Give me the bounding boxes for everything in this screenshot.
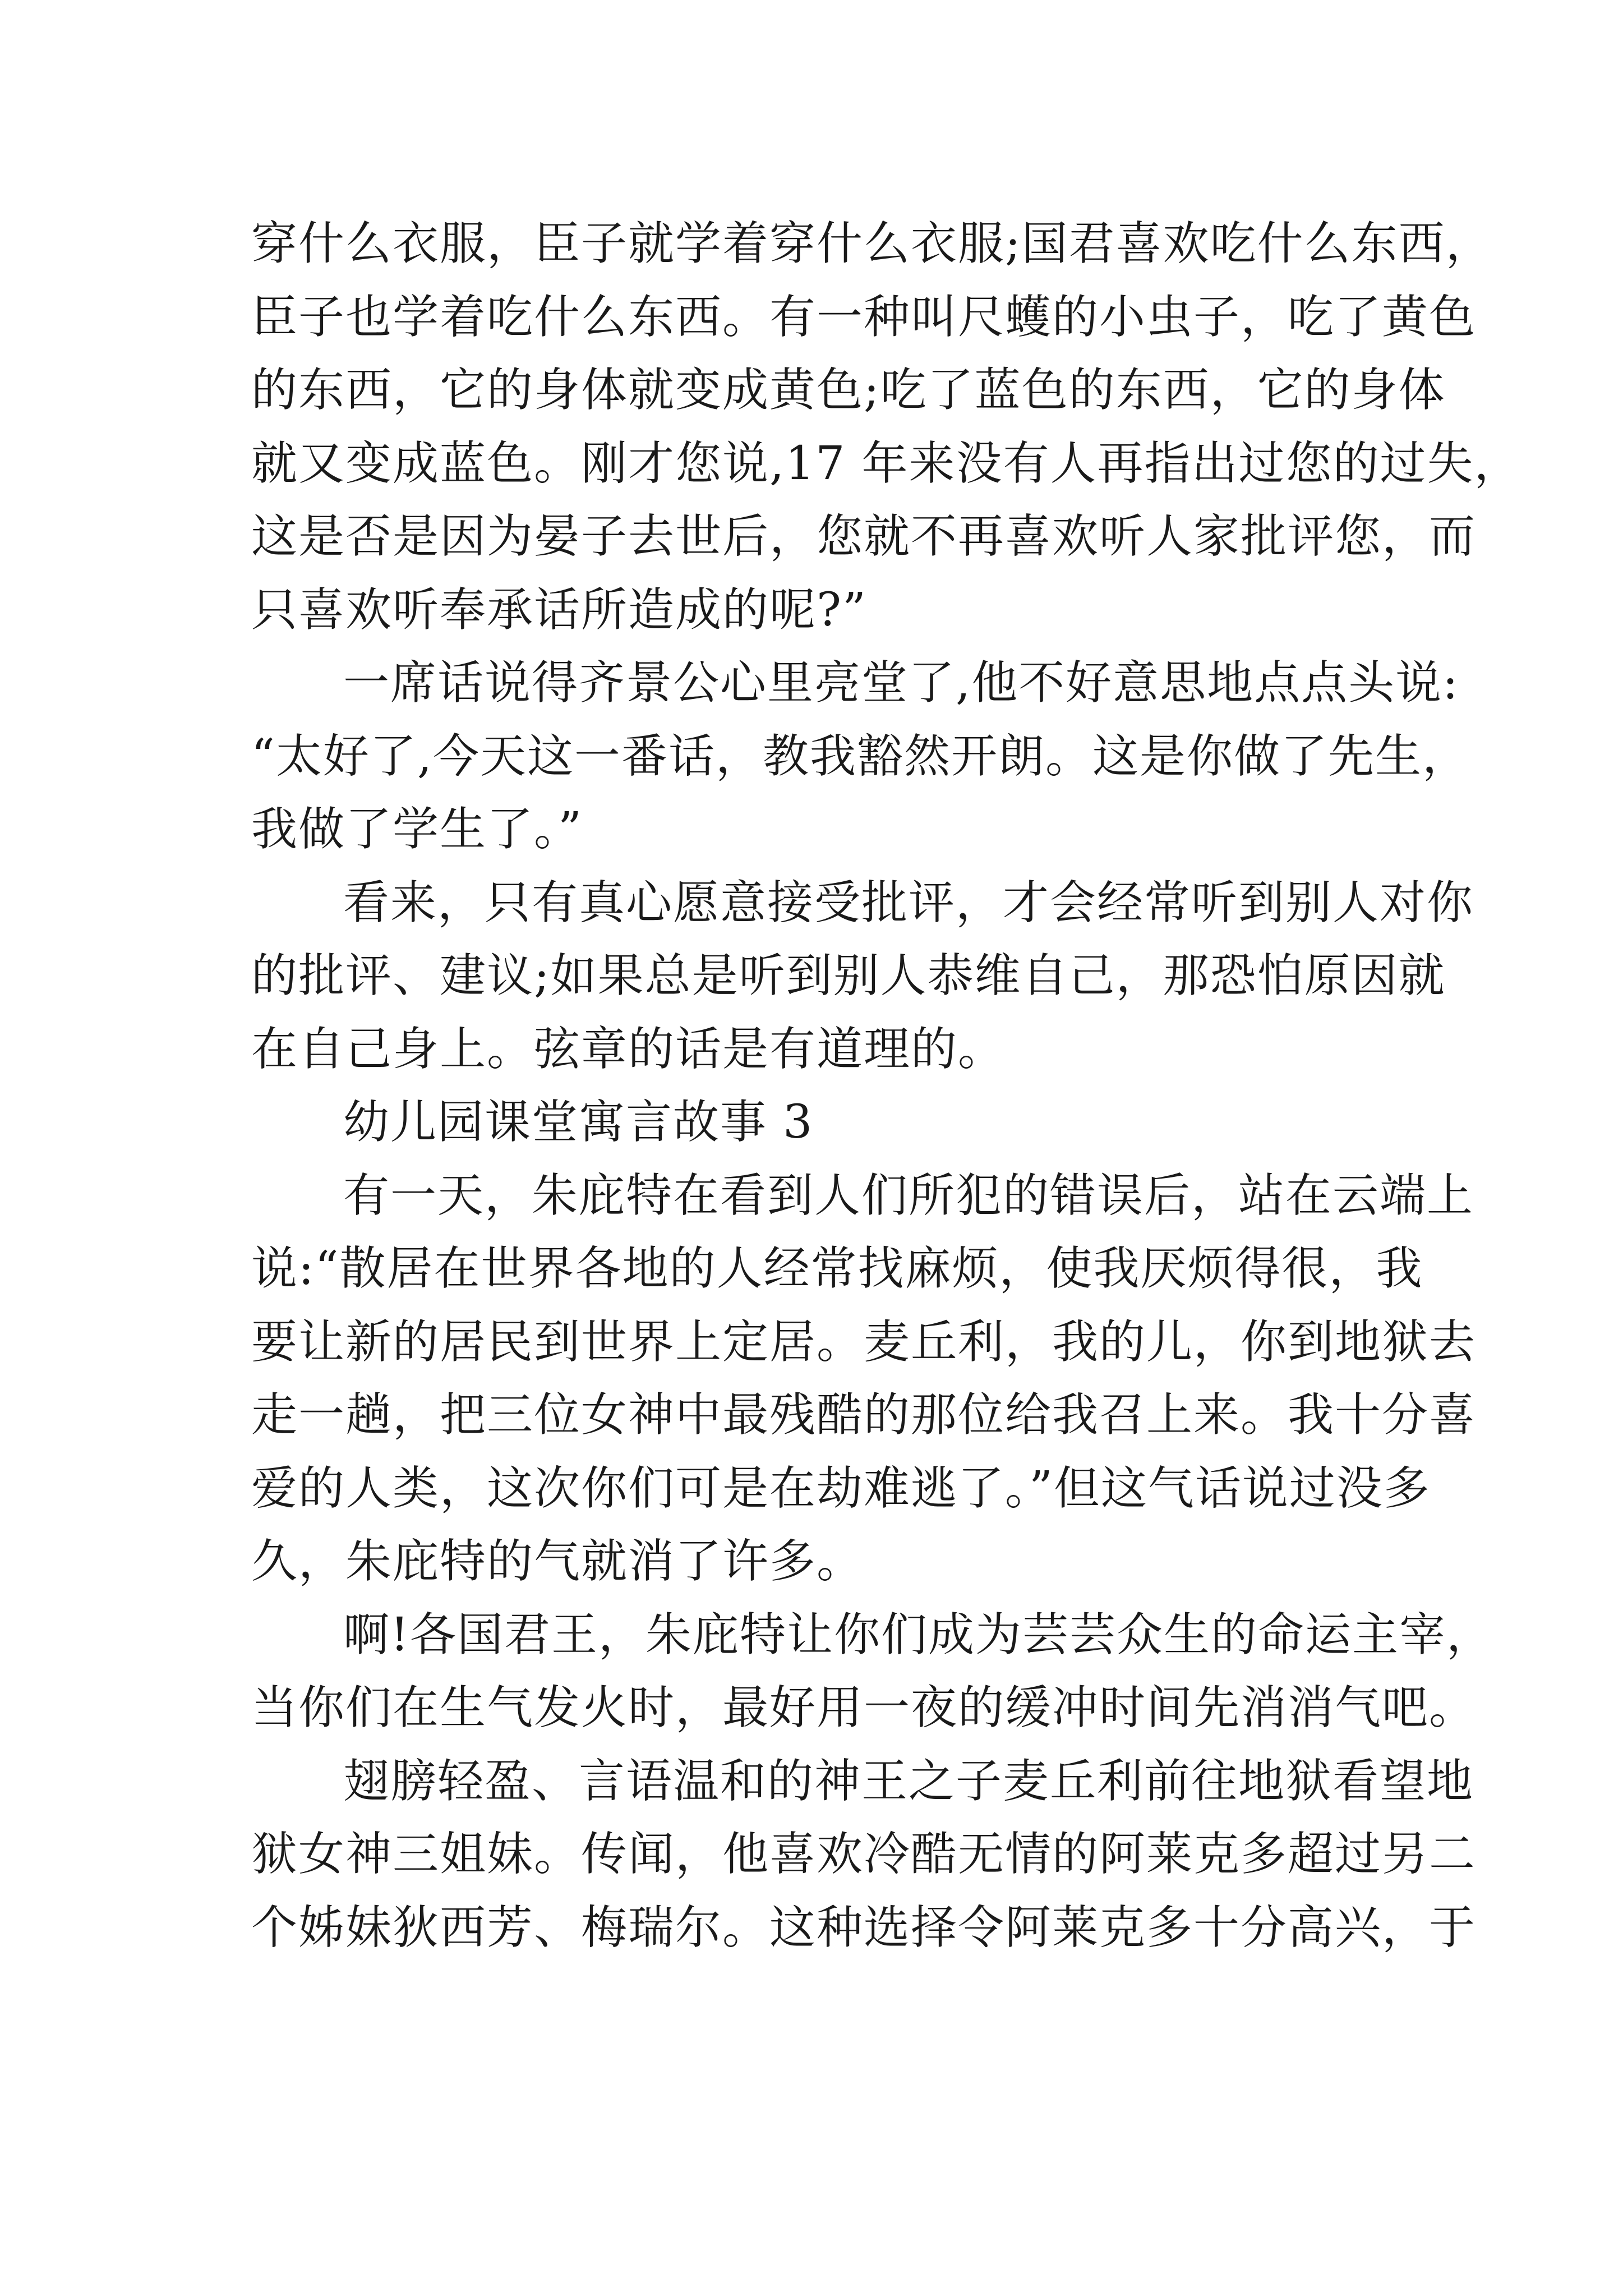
text-line: 个姊妹狄西芳、梅瑞尔。这种选择令阿莱克多十分高兴，于 [251,1901,1477,1954]
paragraph-3 [251,867,1474,1087]
paragraph-2 [251,647,1469,867]
text-line: 一席话说得齐景公心里亮堂了,他不好意思地点点头说: [343,656,1459,710]
text-line: 看来，只有真心愿意接受批评，才会经常听到别人对你 [343,876,1474,930]
text-line: 我做了学生了。” [251,803,583,856]
section-heading [251,1086,1382,1159]
paragraph-5 [251,1159,1477,1599]
text-line: “太好了,今天这一番话，教我豁然开朗。这是你做了先生， [251,729,1469,783]
text-line: 穿什么衣服，臣子就学着穿什么衣服;国君喜欢吃什么东西， [251,217,1493,270]
text-line: 久，朱庇特的气就消了许多。 [251,1535,864,1588]
text-line: 走一趟，把三位女神中最残酷的那位给我召上来。我十分喜 [251,1388,1477,1442]
paragraph-7 [251,1745,1477,1965]
text-line: 的东西，它的身体就变成黄色;吃了蓝色的东西，它的身体 [251,364,1446,417]
body-text [251,208,1521,1964]
text-line: 臣子也学着吃什么东西。有一种叫尺蠖的小虫子，吃了黄色 [251,290,1477,344]
text-line: 有一天，朱庇特在看到人们所犯的错误后，站在云端上 [343,1168,1474,1222]
text-line: 这是否是因为晏子去世后，您就不再喜欢听人家批评您，而 [251,510,1477,563]
text-line: 要让新的居民到世界上定居。麦丘利，我的儿，你到地狱去 [251,1315,1477,1369]
text-line: 就又变成蓝色。刚才您说,17 年来没有人再指出过您的过失， [251,436,1521,490]
text-line: 只喜欢听奉承话所造成的呢?” [251,583,867,637]
text-line: 啊!各国君王，朱庇特让你们成为芸芸众生的命运主宰， [343,1608,1493,1662]
text-line: 翅膀轻盈、言语温和的神王之子麦丘利前往地狱看望地 [343,1754,1474,1808]
paragraph-6 [251,1599,1493,1745]
text-line: 狱女神三姐妹。传闻，他喜欢冷酷无情的阿莱克多超过另二 [251,1828,1477,1881]
text-line: 当你们在生气发火时，最好用一夜的缓冲时间先消消气吧。 [251,1681,1477,1734]
paragraph-1 [251,208,1521,647]
text-line: 的批评、建议;如果总是听到别人恭维自己，那恐怕原因就 [251,949,1446,1002]
text-line: 爱的人类，这次你们可是在劫难逃了。”但这气话说过没多 [251,1461,1431,1515]
text-line: 说:“散居在世界各地的人经常找麻烦，使我厌烦得很，我 [251,1242,1423,1295]
text-line: 在自己身上。弦章的话是有道理的。 [251,1022,1006,1076]
heading-text: 幼儿园课堂寓言故事 3 [343,1096,814,1149]
